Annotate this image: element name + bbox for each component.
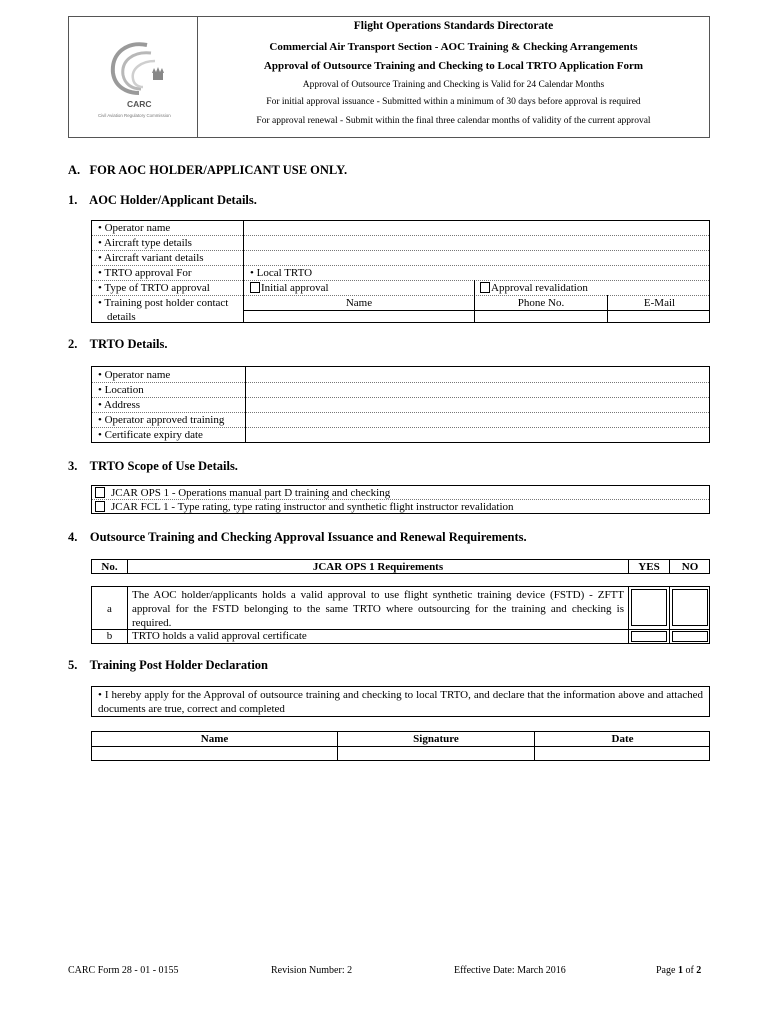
trto-label-location: • Location [98, 384, 144, 396]
req-b-no-box[interactable] [672, 631, 708, 642]
req-row-a-no: a [107, 603, 112, 615]
footer-revision: Revision Number: 2 [271, 965, 353, 976]
label-aircraft-variant: • Aircraft variant details [98, 252, 204, 264]
section-5-title: 5. Training Post Holder Declaration [68, 658, 268, 672]
input-contact-name[interactable] [244, 311, 474, 323]
approval-revalidation-checkbox[interactable] [480, 282, 490, 293]
label-details: details [107, 311, 136, 323]
input-aircraft-variant[interactable] [244, 251, 709, 265]
local-trto-label: • Local TRTO [250, 267, 313, 279]
sig-input-date[interactable] [535, 747, 710, 760]
footer-page: Page 1 of 2 [656, 965, 702, 976]
trto-details-table [91, 366, 710, 443]
req-header-no-col: NO [681, 561, 699, 573]
section-2-title: 2. TRTO Details. [68, 337, 168, 351]
scope-ops1-checkbox[interactable] [95, 487, 105, 498]
header-section: Commercial Air Transport Section - AOC Training & Checking Arrangements [269, 41, 638, 53]
header-initial-note: For initial approval issuance - Submitted within a minimum of 30 days before approval is required [266, 97, 641, 107]
input-contact-email[interactable] [608, 311, 711, 323]
scope-fcl1-checkbox[interactable] [95, 501, 105, 512]
trto-label-address: • Address [98, 399, 141, 411]
section-4-title: 4. Outsource Training and Checking Approval Issuance and Renewal Requirements. [68, 530, 527, 544]
req-row-b-no: b [106, 630, 113, 642]
approval-revalidation-option[interactable]: Approval revalidation [480, 281, 588, 296]
trto-input-address[interactable] [246, 398, 709, 412]
header-renewal-note: For approval renewal - Submit within the final three calendar months of validity of the current approval [256, 116, 651, 126]
req-row-b-text: TRTO holds a valid approval certificate [132, 630, 307, 642]
trto-label-operator: • Operator name [98, 369, 171, 381]
logo-text: CARC [127, 99, 152, 109]
sig-header-signature: Signature [413, 733, 459, 745]
logo-cell [69, 17, 198, 138]
req-a-no-box[interactable] [672, 589, 708, 626]
req-header-yes: YES [638, 561, 660, 573]
header-table [68, 16, 710, 138]
scope-fcl1-row[interactable]: JCAR FCL 1 - Type rating, type rating instructor and synthetic flight instructor revalidation [95, 500, 514, 515]
header-text-cell [198, 17, 710, 138]
section-1-title: 1. AOC Holder/Applicant Details. [68, 193, 257, 207]
requirements-header-row [91, 559, 710, 574]
req-header-no: No. [101, 561, 118, 573]
contact-name-header: Name [345, 297, 373, 309]
signature-table [91, 731, 710, 761]
input-operator-name[interactable] [244, 221, 709, 235]
sig-input-signature[interactable] [338, 747, 534, 760]
label-trto-approval-for: • TRTO approval For [98, 267, 192, 279]
section-3-title: 3. TRTO Scope of Use Details. [68, 459, 238, 473]
trto-input-operator[interactable] [246, 367, 709, 382]
initial-approval-option[interactable]: Initial approval [250, 281, 329, 296]
req-header-requirements: JCAR OPS 1 Requirements [312, 561, 444, 573]
carc-logo-icon [69, 17, 197, 132]
contact-email-header: E-Mail [643, 297, 676, 309]
logo-subtitle: Civil Aviation Regulatory Commission [98, 113, 171, 118]
initial-approval-checkbox[interactable] [250, 282, 260, 293]
header-form-title: Approval of Outsource Training and Checking to Local TRTO Application Form [263, 60, 644, 72]
footer-effective-date: Effective Date: March 2016 [454, 965, 566, 976]
req-a-yes-box[interactable] [631, 589, 667, 626]
applicant-details-table [91, 220, 710, 323]
label-operator-name: • Operator name [98, 222, 171, 234]
header-validity: Approval of Outsource Training and Checking is Valid for 24 Calendar Months [302, 80, 605, 90]
sig-input-name[interactable] [92, 747, 337, 760]
sig-header-date: Date [611, 733, 634, 745]
label-post-holder-contact: • Training post holder contact [98, 297, 229, 309]
sig-header-name: Name [200, 733, 229, 745]
input-aircraft-type[interactable] [244, 236, 709, 250]
scope-table [91, 485, 710, 514]
declaration-box: • I hereby apply for the Approval of outsource training and checking to local TRTO, and declare that the information above and attached documents are true, correct and completed [91, 686, 710, 717]
trto-input-expiry[interactable] [246, 428, 709, 442]
requirements-table [91, 586, 710, 644]
trto-label-training: • Operator approved training [98, 414, 225, 426]
header-directorate: Flight Operations Standards Directorate [353, 20, 554, 32]
scope-ops1-row[interactable]: JCAR OPS 1 - Operations manual part D training and checking [95, 486, 390, 501]
trto-label-expiry: • Certificate expiry date [98, 429, 203, 441]
label-type-trto-approval: • Type of TRTO approval [98, 282, 210, 294]
section-a-title: A. FOR AOC HOLDER/APPLICANT USE ONLY. [68, 163, 348, 177]
trto-input-location[interactable] [246, 383, 709, 397]
label-aircraft-type: • Aircraft type details [98, 237, 192, 249]
req-b-yes-box[interactable] [631, 631, 667, 642]
req-row-a-text: The AOC holder/applicants holds a valid approval to use flight synthetic training device (FSTD) - ZFTT approval for the FSTD belonging to the same TRTO where outsourcing for the training and checking is required. [132, 589, 624, 629]
footer-form-number: CARC Form 28 - 01 - 0155 [68, 965, 179, 976]
contact-phone-header: Phone No. [517, 297, 565, 309]
input-contact-phone[interactable] [475, 311, 607, 323]
trto-input-training[interactable] [246, 413, 709, 427]
